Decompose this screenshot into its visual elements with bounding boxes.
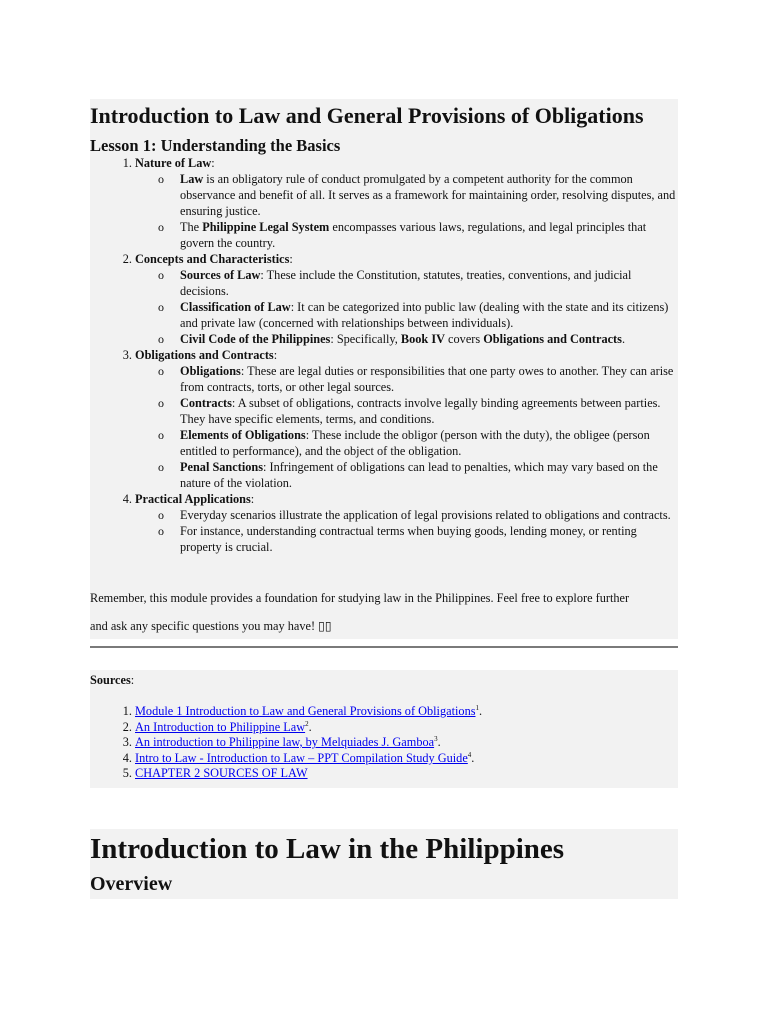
- sources-list: [90, 704, 482, 782]
- lesson-sections-list: [90, 155, 678, 555]
- section-point: [180, 523, 678, 555]
- source-link-1[interactable]: Module 1 Introduction to Law and General Provisions of Obligations: [135, 704, 476, 718]
- closing-line-2: and ask any specific questions you may have! ▯▯: [90, 619, 332, 633]
- term: Penal Sanctions: [180, 460, 264, 474]
- term: Classification of Law: [180, 300, 291, 314]
- section-item: 1. Nature of Law: o Law is an obligatory rule of conduct promulgated by a competent authority for the common observance and benefit of all. It serves as a framework for maintaining order, resolving disputes, and ensuring justice. o The Philippine Legal System encompasses various laws, regulations, and legal principles that govern the country.: [135, 155, 678, 251]
- section-points: [135, 507, 678, 555]
- term: Philippine Legal System: [202, 220, 330, 234]
- point-prefix: The: [180, 220, 203, 234]
- section-point: [180, 331, 678, 347]
- section-item: 2. Concepts and Characteristics: o Sources of Law: These include the Constitution, statutes, treaties, conventions, and judicial decisions. o Classification of Law: It can be categorized into public law (dealing with the state and its citizens) and private law (concerned with relationships between individuals). o Civil Code of the Philippines: Specifically, Book IV covers Obligations and Contracts.: [135, 251, 678, 347]
- point-text: .: [621, 332, 626, 346]
- sources-block: [90, 670, 678, 788]
- source-link-4[interactable]: Intro to Law - Introduction to Law – PPT Compilation Study Guide: [135, 750, 468, 765]
- section-point: [180, 427, 678, 459]
- point-text: : Specifically,: [330, 332, 401, 346]
- term: Law: [180, 172, 204, 186]
- section-point: [180, 171, 678, 219]
- term: Sources of Law: [180, 268, 261, 282]
- source-item: 4. Intro to Law - Introduction to Law – PPT Compilation Study Guide$^4$.: [135, 751, 482, 767]
- next-section-title: Introduction to Law in the Philippines: [90, 833, 565, 865]
- source-item: 3. An introduction to Philippine law, by Melquiades J. Gamboa$^3$.: [135, 735, 482, 751]
- sources-label-text: Sources: [90, 673, 131, 687]
- source-link-5[interactable]: CHAPTER 2 SOURCES OF LAW: [135, 766, 308, 781]
- source-link-3[interactable]: An introduction to Philippine law, by Melquiades J. Gamboa: [135, 735, 435, 750]
- source-item: [135, 766, 482, 782]
- source-item: 2. An Introduction to Philippine Law$^2$.: [135, 720, 482, 736]
- section-point: [180, 219, 678, 251]
- point-text: : These include the Constitution, statutes, treaties, conventions, and judicial decisions.: [180, 268, 632, 298]
- point-text: Everyday scenarios illustrate the application of legal provisions related to obligations and contracts.: [180, 508, 671, 522]
- source-link-2[interactable]: An Introduction to Philippine Law: [135, 719, 306, 734]
- point-text: : It can be categorized into public law (dealing with the state and its citizens) and private law (concerned with relationships between individuals).: [180, 300, 669, 330]
- sources-label: Sources:: [90, 673, 135, 687]
- section-point: [180, 299, 678, 331]
- section-heading: Nature of Law: [135, 156, 212, 170]
- citation-number: 1: [475, 703, 479, 712]
- section-points: [135, 171, 678, 251]
- section-point: [180, 459, 678, 491]
- next-section-block: [90, 829, 678, 899]
- source-item: 1. Module 1 Introduction to Law and General Provisions of Obligations$^1$.: [135, 704, 482, 720]
- term: Obligations and Contracts: [483, 332, 622, 346]
- term: Obligations: [180, 364, 241, 378]
- section-heading: Practical Applications: [135, 492, 251, 506]
- section-point: [180, 507, 678, 523]
- citation-number: 4: [467, 750, 472, 759]
- lesson-title: Lesson 1: Understanding the Basics: [90, 136, 341, 155]
- section-heading: Concepts and Characteristics: [135, 252, 290, 266]
- section-heading: Obligations and Contracts: [135, 348, 274, 362]
- section-point: [180, 267, 678, 299]
- point-text: : These include the obligor (person with the duty), the obligee (person entitled to performance), and the object of the obligation.: [180, 428, 650, 458]
- section-points: [135, 267, 678, 347]
- point-text: is an obligatory rule of conduct promulgated by a competent authority for the common observance and benefit of all. It serves as a framework for maintaining order, resolving disputes, and ensuring justice.: [180, 172, 676, 218]
- section-point: [180, 363, 678, 395]
- term: Civil Code of the Philippines: [180, 332, 331, 346]
- next-section-subtitle: Overview: [90, 873, 173, 895]
- point-text: covers: [444, 332, 484, 346]
- section-item: 3. Obligations and Contracts: o Obligations: These are legal duties or responsibilities that one party owes to another. They can arise from contracts, torts, or other legal sources. o Contracts: A subset of obligations, contracts involve legally binding agreements between parties. They have specific elements, terms, and conditions. o Elements of Obligations: These include the obligor (person with the duty), the obligee (person entitled to performance), and the object of the obligation. o Penal Sanctions: Infringement of obligations can lead to penalties, which may vary based on the nature of the violation.: [135, 347, 678, 491]
- citation-number: 2: [305, 719, 309, 728]
- term: Elements of Obligations: [180, 428, 306, 442]
- horizontal-divider: [90, 646, 678, 648]
- term: Book IV: [400, 332, 445, 346]
- closing-line-1: Remember, this module provides a foundation for studying law in the Philippines. Feel free to explore further: [90, 591, 630, 605]
- citation-number: 3: [434, 735, 438, 744]
- section-points: [135, 363, 678, 491]
- point-text: : These are legal duties or responsibilities that one party owes to another. They can arise from contracts, torts, or other legal sources.: [180, 364, 674, 394]
- section-point: [180, 395, 678, 427]
- lesson-module-block: [90, 99, 678, 639]
- point-text: encompasses various laws, regulations, and legal principles that govern the country.: [180, 220, 647, 250]
- point-text: : Infringement of obligations can lead to penalties, which may vary based on the nature of the violation.: [180, 460, 658, 490]
- point-text: : A subset of obligations, contracts involve legally binding agreements between parties. They have specific elements, terms, and conditions.: [180, 396, 661, 426]
- term: Contracts: [180, 396, 232, 410]
- section-item: 4. Practical Applications: o Everyday scenarios illustrate the application of legal provisions related to obligations and contracts. o For instance, understanding contractual terms when buying goods, lending money, or renting property is crucial.: [135, 491, 678, 555]
- module-title: Introduction to Law and General Provisions of Obligations: [90, 103, 644, 128]
- point-text: For instance, understanding contractual terms when buying goods, lending money, or renting property is crucial.: [180, 524, 637, 554]
